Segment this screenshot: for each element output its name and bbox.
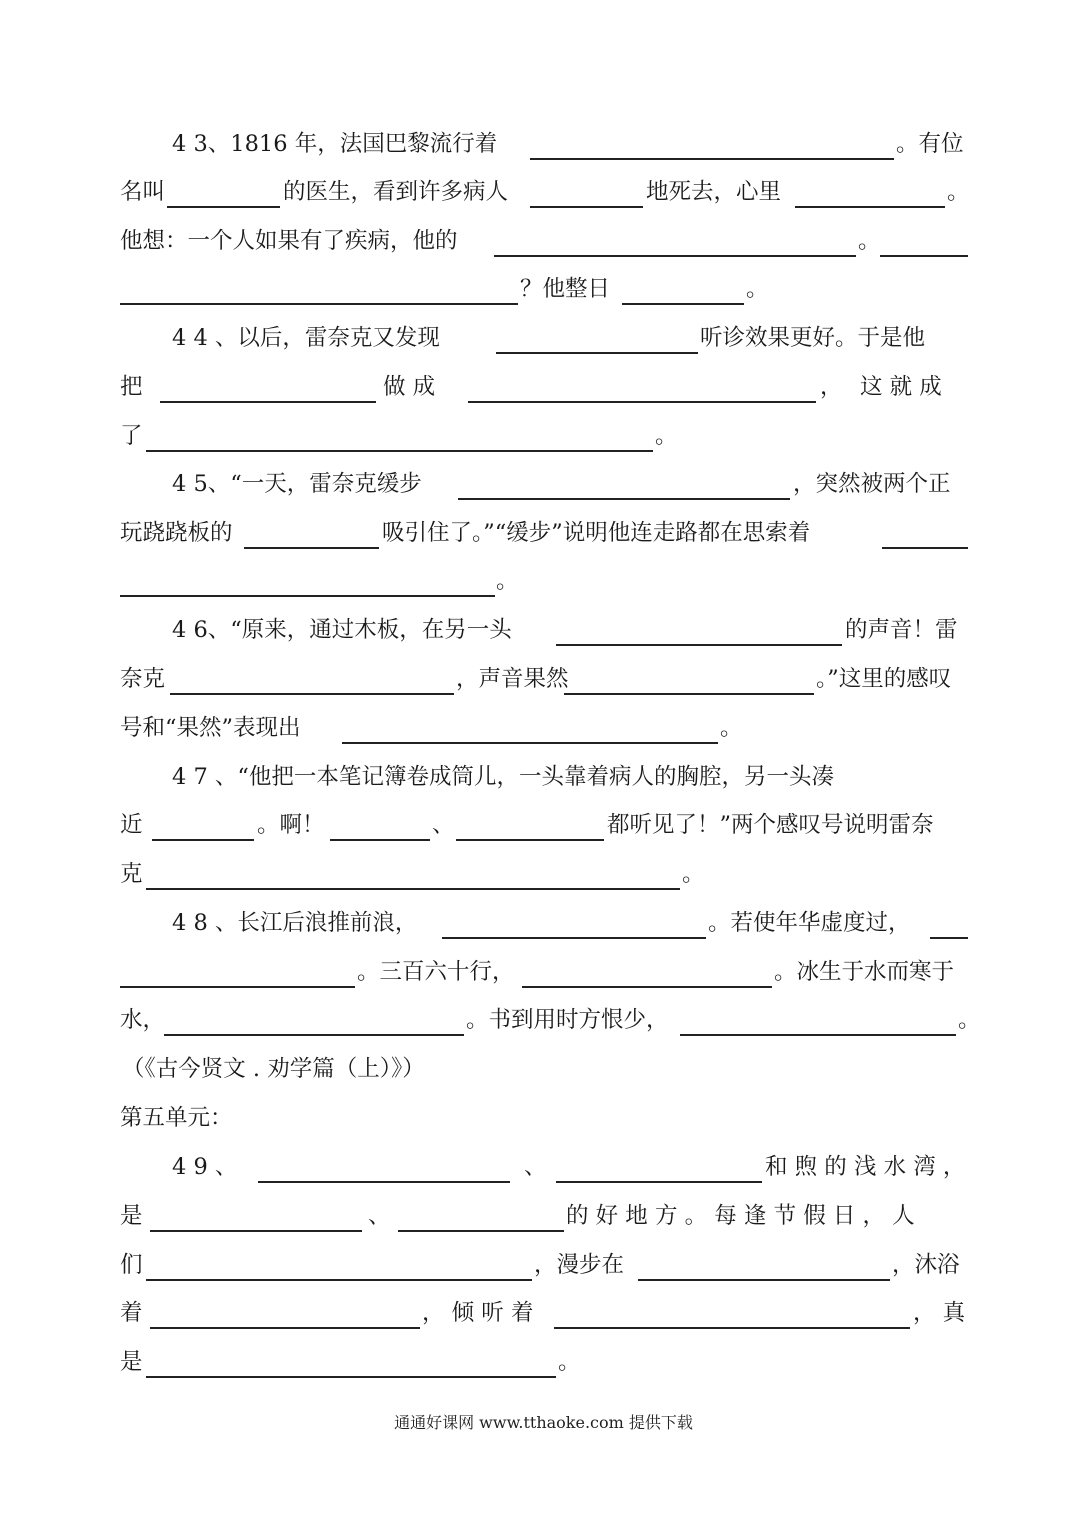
q48-text: 。若使年华虚度过， [708,910,911,936]
answer-blank[interactable] [556,1147,762,1183]
answer-blank[interactable] [146,416,653,452]
q49-text: 的 好 地 方 。 每 逢 节 假 日 ， 人 [566,1203,915,1229]
q48-text: 水， [120,1007,166,1033]
answer-blank[interactable] [120,561,495,597]
answer-blank[interactable] [164,1000,464,1036]
answer-blank[interactable] [330,805,430,841]
q48-text: 4 8 、长江后浪推前浪， [172,910,418,936]
q43-text: 。 [746,276,769,302]
q43-text: ？他整日 [520,276,611,302]
q44-text: 。 [655,423,678,449]
q48-text: 。冰生于水而寒于 [774,959,955,985]
answer-blank[interactable] [795,172,945,208]
q45-text: 吸引住了。”“缓步”说明他连走路都在思索着 [382,520,811,546]
q44-text: 做 成 [383,374,436,400]
answer-blank[interactable] [120,269,518,305]
answer-blank[interactable] [342,708,718,744]
q49-text: 和 煦 的 浅 水 湾 ， [765,1154,966,1180]
q43-text: 他想：一个人如果有了疾病，他的 [120,228,458,254]
q48-text: 。三百六十行， [357,959,515,985]
q46-text: 号和“果然”表现出 [120,715,301,741]
q47-line2 [0,805,1087,845]
q44-line1 [0,318,1087,358]
q47-text: 近 [120,812,143,838]
q44-line2 [0,367,1087,407]
page-footer: 通通好课网 www.tthaoke.com 提供下载 [394,1413,693,1432]
answer-blank[interactable] [622,269,744,305]
q43-line4 [0,269,1087,309]
q47-text: 、 [432,812,455,838]
unit-heading-line [0,1098,1087,1138]
answer-blank[interactable] [638,1245,890,1281]
q45-text: 玩跷跷板的 [120,520,233,546]
q45-line3 [0,561,1087,601]
q49-text: 们 [120,1252,143,1278]
answer-blank[interactable] [680,1000,956,1036]
q48-text: 。书到用时方恨少， [466,1007,669,1033]
q46-text: 4 6、“原来，通过木板，在另一头 [172,617,512,643]
q44-text: 这 就 成 [860,374,942,400]
q46-text: 的声音！雷 [845,617,958,643]
q46-line3 [0,708,1087,748]
answer-blank[interactable] [530,172,643,208]
answer-blank[interactable] [458,464,790,500]
answer-blank[interactable] [160,367,376,403]
answer-blank[interactable] [258,1147,510,1183]
q45-text: 。 [496,568,519,594]
q43-line2 [0,172,1087,212]
q44-text: 听诊效果更好。于是他 [700,325,926,351]
answer-blank[interactable] [146,1342,556,1378]
q49-text: ， 真 [913,1300,966,1326]
answer-blank[interactable] [564,659,814,695]
q44-text: 了 [120,423,143,449]
q46-line2 [0,659,1087,699]
q43-line3 [0,221,1087,261]
q46-text: 。 [720,715,743,741]
q48-line1 [0,903,1087,943]
q47-line1 [0,757,1087,797]
answer-blank[interactable] [930,903,968,939]
q47-text: 克 [120,861,143,887]
q49-line3 [0,1245,1087,1285]
unit-title: 第五单元： [120,1105,233,1131]
answer-blank[interactable] [146,1245,532,1281]
q47-text: 都听见了！”两个感叹号说明雷奈 [607,812,934,838]
q49-text: 4 9 、 [172,1154,238,1180]
answer-blank[interactable] [442,903,706,939]
answer-blank[interactable] [244,513,379,549]
answer-blank[interactable] [494,221,856,257]
q49-text: 是 [120,1203,143,1229]
q47-text: 4 7 、“他把一本笔记簿卷成筒儿，一头靠着病人的胸腔，另一头凑 [172,764,834,790]
q48-text: 。 [958,1007,981,1033]
q43-text: 4 3、1816 年，法国巴黎流行着 [172,131,498,157]
q49-text: 。 [558,1349,581,1375]
answer-blank[interactable] [152,805,254,841]
answer-blank[interactable] [496,318,698,354]
q49-text: ， 倾 听 着 [422,1300,534,1326]
q48-line3 [0,1000,1087,1040]
answer-blank[interactable] [882,513,968,549]
answer-blank[interactable] [167,172,280,208]
q46-text: 。”这里的感叹 [816,666,952,692]
q45-text: ，突然被两个正 [793,471,951,497]
q47-text: 。 [682,861,705,887]
q43-text: 。 [858,228,881,254]
q46-text: 奈克 [120,666,166,692]
q43-text: 地死去，心里 [646,179,782,205]
q45-text: 4 5、“一天，雷奈克缓步 [172,471,422,497]
answer-blank[interactable] [556,610,842,646]
answer-blank[interactable] [170,659,454,695]
answer-blank[interactable] [398,1196,564,1232]
q43-line1 [0,124,1087,164]
q44-line3 [0,416,1087,456]
answer-blank[interactable] [456,805,604,841]
q44-text: ， [820,374,843,400]
source-citation: （《古今贤文 . 劝学篇（上）》） [122,1056,425,1082]
q44-text: 把 [120,374,143,400]
q44-text: 4 4 、以后，雷奈克又发现 [172,325,440,351]
answer-blank[interactable] [522,952,772,988]
q49-line5 [0,1342,1087,1382]
answer-blank[interactable] [880,221,968,257]
answer-blank[interactable] [530,124,894,160]
q49-text: 着 [120,1300,143,1326]
answer-blank[interactable] [150,1196,362,1232]
q49-text: 是 [120,1349,143,1375]
q49-line1 [0,1147,1087,1187]
q49-text: 、 [368,1203,391,1229]
q45-line2 [0,513,1087,553]
q43-text: 名叫 [120,179,166,205]
answer-blank[interactable] [554,1293,910,1329]
q46-line1 [0,610,1087,650]
q48-source-line [0,1049,1087,1089]
answer-blank[interactable] [120,952,355,988]
q49-text: ，漫步在 [534,1252,625,1278]
q45-line1 [0,464,1087,504]
q47-text: 。啊！ [257,812,325,838]
q43-text: 。有位 [896,131,964,157]
answer-blank[interactable] [146,854,680,890]
q43-text: 的医生，看到许多病人 [283,179,509,205]
q49-text: 、 [524,1154,547,1180]
q49-text: ，沐浴 [892,1252,960,1278]
answer-blank[interactable] [150,1293,420,1329]
answer-blank[interactable] [468,367,816,403]
q47-line3 [0,854,1087,894]
q49-line4 [0,1293,1087,1333]
q48-line2 [0,952,1087,992]
q43-text: 。 [947,179,970,205]
q46-text: ，声音果然 [456,666,569,692]
q49-line2 [0,1196,1087,1236]
